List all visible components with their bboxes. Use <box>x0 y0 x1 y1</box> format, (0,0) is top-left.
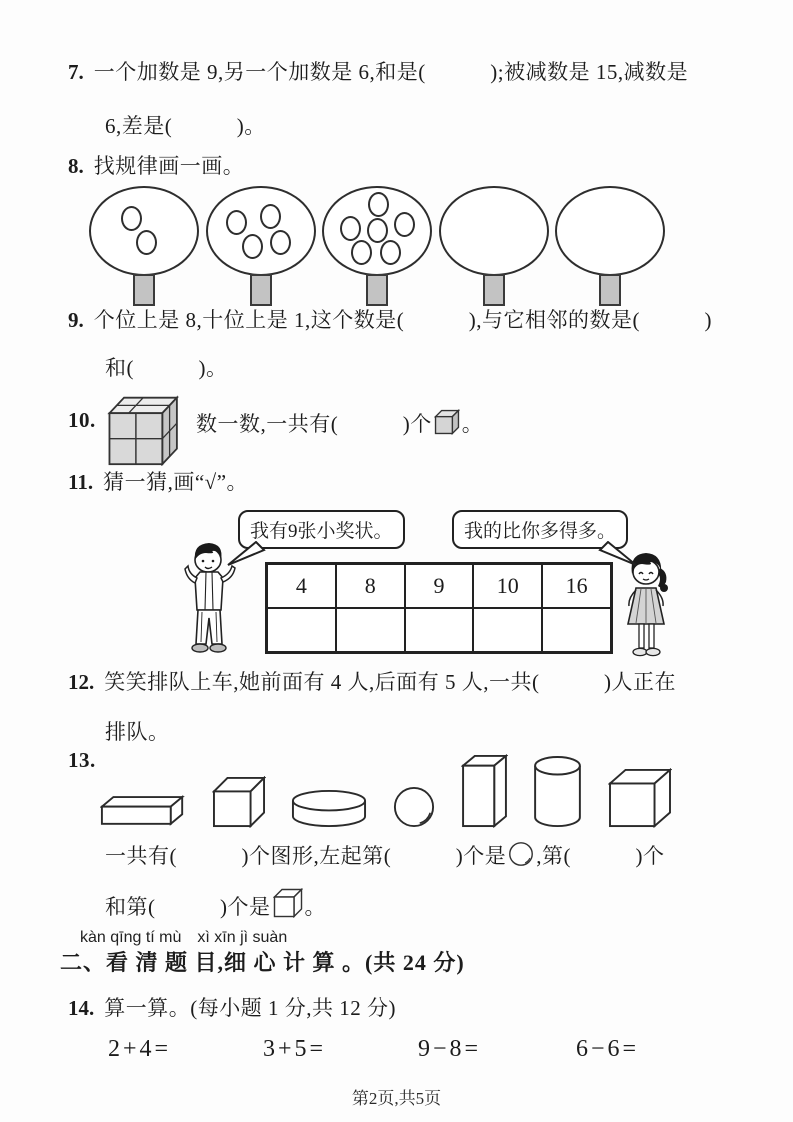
tree-fruit <box>260 204 281 229</box>
sphere-shape <box>393 786 435 828</box>
pattern-trees-figure <box>88 186 666 306</box>
tree-fruit <box>367 218 388 243</box>
question-11-text: 猜一猜,画“√”。 <box>103 470 249 494</box>
question-9-text1: 个位上是 8,十位上是 1,这个数是( ),与它相邻的数是( ) <box>93 308 712 332</box>
table-check-cell <box>405 608 474 652</box>
question-13-text1b: ,第( )个 <box>536 844 665 868</box>
question-7-line2 <box>105 110 266 140</box>
arithmetic-problem: 9−8= <box>418 1036 482 1062</box>
tree-trunk <box>366 274 388 306</box>
sphere-icon <box>508 841 534 867</box>
arithmetic-problem: 3+5= <box>263 1036 327 1062</box>
arithmetic-problem: 2+4= <box>108 1036 172 1062</box>
speech-bubble-right <box>452 510 628 549</box>
cuboid-flat-shape <box>100 791 186 828</box>
question-11-number: 11. <box>68 470 94 494</box>
question-14-line <box>68 992 396 1022</box>
question-10-line <box>196 408 483 438</box>
question-10-number: 10. <box>68 408 96 432</box>
question-12-number: 12. <box>68 670 95 694</box>
tree-fruit <box>270 230 291 255</box>
question-13-line2 <box>105 888 326 921</box>
cube-large-shape <box>608 768 672 828</box>
tree-fruit <box>380 240 401 265</box>
question-7-number: 7. <box>68 60 84 84</box>
question-9-text2: 和( )。 <box>105 356 228 380</box>
question-12-text1: 笑笑排队上车,她前面有 4 人,后面有 5 人,一共( )人正在 <box>104 670 676 694</box>
cube-small-shape <box>212 776 266 828</box>
table-value-cell: 4 <box>267 564 336 608</box>
speech-bubble-right-text: 我的比你多得多。 <box>464 521 617 542</box>
question-14-number: 14. <box>68 996 95 1020</box>
table-value-cell: 10 <box>473 564 542 608</box>
tree <box>438 186 550 306</box>
tree-fruit <box>136 230 157 255</box>
cube-block-image <box>104 384 186 466</box>
tree-trunk <box>250 274 272 306</box>
question-7-text2: 6,差是( )。 <box>105 114 266 138</box>
cube-icon <box>273 888 303 918</box>
tree-fruit <box>368 192 389 217</box>
table-check-cell <box>336 608 405 652</box>
tree-fruit <box>394 212 415 237</box>
tree <box>88 186 200 306</box>
tree-trunk <box>483 274 505 306</box>
tree-fruit <box>351 240 372 265</box>
guess-number-table <box>265 562 613 654</box>
question-12-line2 <box>105 716 170 746</box>
question-13-text2b: 。 <box>304 895 326 919</box>
tree-fruit <box>121 206 142 231</box>
arithmetic-problem: 6−6= <box>576 1036 640 1062</box>
tree-trunk <box>599 274 621 306</box>
tree-crown <box>89 186 199 276</box>
question-7-text1: 一个加数是 9,另一个加数是 6,和是( );被减数是 15,减数是 <box>93 60 689 84</box>
tree <box>554 186 666 306</box>
question-13-number: 13. <box>68 748 96 772</box>
question-13-line1 <box>105 840 664 870</box>
question-11-line <box>68 466 248 496</box>
question-12-line1 <box>68 666 676 696</box>
question-13-text2a: 和第( )个是 <box>105 895 271 919</box>
cylinder-tall-shape <box>533 756 582 828</box>
tree-crown <box>206 186 316 276</box>
question-14-text: 算一算。(每小题 1 分,共 12 分) <box>104 996 396 1020</box>
speech-bubble-left <box>238 510 405 549</box>
tree-fruit <box>340 216 361 241</box>
table-check-cell <box>267 608 336 652</box>
table-value-cell: 16 <box>542 564 611 608</box>
question-8-number: 8. <box>68 154 84 178</box>
table-check-cell <box>473 608 542 652</box>
section-2-title: 二、看 清 题 目,细 心 计 算 。(共 24 分) <box>60 950 465 975</box>
tree-crown <box>555 186 665 276</box>
cuboid-tall-shape <box>461 754 508 828</box>
question-9-line1 <box>68 304 712 334</box>
tree-fruit <box>242 234 263 259</box>
page-footer: 第2页,共5页 <box>351 1089 442 1108</box>
speech-tail-right-icon <box>598 541 638 567</box>
question-9-number: 9. <box>68 308 84 332</box>
question-8-text: 找规律画一画。 <box>93 154 245 178</box>
tree <box>205 186 317 306</box>
question-10-text2: 。 <box>461 412 484 436</box>
cylinder-flat-shape <box>291 789 367 828</box>
question-12-text2: 排队。 <box>105 720 170 744</box>
unit-cube-icon <box>434 409 460 435</box>
table-value-cell: 9 <box>405 564 474 608</box>
tree <box>321 186 433 306</box>
table-value-cell: 8 <box>336 564 405 608</box>
question-7-line1 <box>68 56 688 86</box>
question-8-line <box>68 150 244 180</box>
table-check-cell <box>542 608 611 652</box>
tree-crown <box>322 186 432 276</box>
tree-crown <box>439 186 549 276</box>
tree-trunk <box>133 274 155 306</box>
question-9-line2 <box>105 352 228 382</box>
section-2-pinyin: kàn qīng tí mù xì xīn jì suàn <box>80 929 288 946</box>
question-10-text1: 数一数,一共有( )个 <box>196 412 432 436</box>
question-13-text1a: 一共有( )个图形,左起第( )个是 <box>105 844 507 868</box>
shapes-figure <box>100 744 672 828</box>
speech-bubble-left-text: 我有9张小奖状。 <box>250 521 393 542</box>
tree-fruit <box>226 210 247 235</box>
speech-tail-left-icon <box>226 541 266 567</box>
